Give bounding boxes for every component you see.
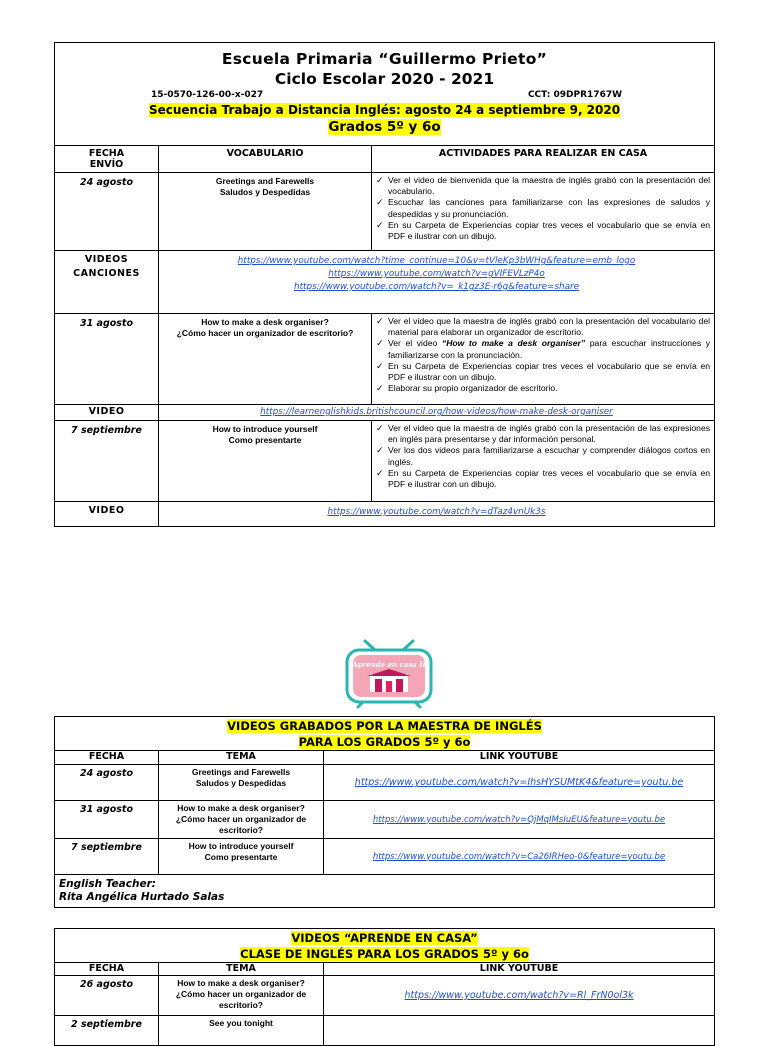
document-header xyxy=(55,43,715,146)
activity-item: ✓ En su Carpeta de Experiencias copiar tres veces el vocabulario que se envía en PDF e ilustrar con un dibujo. xyxy=(374,468,710,490)
row-tema: How to make a desk organiser? ¿Cómo hacer un organizador de escritorio? xyxy=(159,801,324,839)
row-vocabulary: How to introduce yourself Como presentarte xyxy=(159,421,372,502)
teacher-name: Rita Angélica Hurtado Salas xyxy=(59,891,225,903)
row-date: 31 agosto xyxy=(55,801,159,839)
table-row xyxy=(55,839,715,875)
table-row xyxy=(55,976,715,1016)
table-row xyxy=(55,502,715,527)
row-activities xyxy=(372,421,715,502)
col-header-link: LINK YOUTUBE xyxy=(324,751,715,765)
label-videos-canciones: VIDEOS CANCIONES xyxy=(55,251,159,314)
introduce-yourself-link[interactable]: https://www.youtube.com/watch?v=dTaz4vnUk3s xyxy=(327,507,546,517)
row-link xyxy=(324,1016,715,1046)
row-activities xyxy=(372,173,715,251)
row-date: 7 septiembre xyxy=(55,421,159,502)
row-date: 7 septiembre xyxy=(55,839,159,875)
label-video: VIDEO xyxy=(55,405,159,421)
table-row xyxy=(55,251,715,314)
row-date: 24 agosto xyxy=(55,765,159,801)
grades-title: Grados 5º y 6o xyxy=(328,119,441,135)
activity-item: ✓ Escuchar las canciones para familiarizarse con las expresiones de saludos y despedidas y su pronunciación. xyxy=(374,197,710,219)
intro-link-cell xyxy=(159,502,715,527)
activity-item: ✓ Ver el video de bienvenida que la maestra de inglés grabó con la presentación del vocabulario. xyxy=(374,175,710,197)
col-header-tema: TEMA xyxy=(159,751,324,765)
school-name: Escuela Primaria “Guillermo Prieto” xyxy=(221,50,548,68)
school-cycle: Ciclo Escolar 2020 - 2021 xyxy=(274,70,495,88)
desk-link-cell xyxy=(159,405,715,421)
activity-item: ✓ En su Carpeta de Experiencias copiar tres veces el vocabulario que se envía en PDF e ilustrar con un dibujo. xyxy=(374,361,710,383)
youtube-link[interactable]: https://www.youtube.com/watch?v=IhsHYSUMtK4&feature=youtu.be xyxy=(354,777,684,788)
teacher-videos-table xyxy=(54,716,715,908)
col-header-actividades: ACTIVIDADES PARA REALIZAR EN CASA xyxy=(372,146,715,173)
activity-item: ✓ Ver los dos videos para familiarizarse a escuchar y comprender diálogos cortos en inglés. xyxy=(374,445,710,467)
row-link xyxy=(324,839,715,875)
row-date: 2 septiembre xyxy=(55,1016,159,1046)
row-vocabulary: Greetings and Farewells Saludos y Despedidas xyxy=(159,173,372,251)
row-vocabulary: How to make a desk organiser? ¿Cómo hacer un organizador de escritorio? xyxy=(159,314,372,405)
table-row xyxy=(55,801,715,839)
table-row xyxy=(55,314,715,405)
school-ids xyxy=(59,89,710,101)
row-tema: How to introduce yourself Como presentarte xyxy=(159,839,324,875)
schedule-table xyxy=(54,42,715,527)
col-header-fecha: FECHA xyxy=(55,963,159,976)
school-code: 15-0570-126-00-x-027 xyxy=(151,90,264,100)
activity-item: ✓ En su Carpeta de Experiencias copiar tres veces el vocabulario que se envía en PDF e ilustrar con un dibujo. xyxy=(374,220,710,242)
logo-text: Aprende en casa II xyxy=(352,660,426,669)
sequence-title: Secuencia Trabajo a Distancia Inglés: agosto 24 a septiembre 9, 2020 xyxy=(148,103,621,117)
row-activities xyxy=(372,314,715,405)
song-link[interactable]: https://www.youtube.com/watch?time_continue=10&v=tVleKp3bWHg&feature=emb_logo xyxy=(237,256,636,266)
video-title: “How to make a desk organiser” xyxy=(441,338,586,349)
activity-item: ✓ Ver el video que la maestra de inglés grabó con la presentación del vocabulario del material para elaborar un organizador de escritorio. xyxy=(374,316,710,338)
row-date: 31 agosto xyxy=(55,314,159,405)
row-tema: How to make a desk organiser? ¿Cómo hacer un organizador de escritorio? xyxy=(159,976,324,1016)
row-date: 24 agosto xyxy=(55,173,159,251)
row-tema: See you tonight xyxy=(159,1016,324,1046)
row-date: 26 agosto xyxy=(55,976,159,1016)
col-header-fecha: FECHA ENVÍO xyxy=(55,146,159,173)
label-video: VIDEO xyxy=(55,502,159,527)
teacher-signature xyxy=(55,875,715,908)
row-link xyxy=(324,976,715,1016)
activity-item: ✓ Ver el video que la maestra de inglés grabó con la presentación de las expresiones en inglés para presentarse y dar información personal. xyxy=(374,423,710,445)
col-header-tema: TEMA xyxy=(159,963,324,976)
table-row xyxy=(55,173,715,251)
song-link[interactable]: https://www.youtube.com/watch?v=gVIFEVLzP4o xyxy=(328,269,545,279)
row-link xyxy=(324,765,715,801)
activity-item: ✓ Ver el video “How to make a desk organiser” para escuchar instrucciones y familiarizarse con la pronunciación. xyxy=(374,338,710,360)
school-cct: CCT: 09DPR1767W xyxy=(527,90,623,100)
row-link xyxy=(324,801,715,839)
col-header-vocabulario: VOCABULARIO xyxy=(159,146,372,173)
activity-item: ✓ Elaborar su propio organizador de escritorio. xyxy=(374,383,710,394)
youtube-link[interactable]: https://www.youtube.com/watch?v=QjMqIMsIuEU&feature=youtu.be xyxy=(372,814,666,825)
aprende-en-casa-title: VIDEOS “APRENDE EN CASA” CLASE DE INGLÉS PARA LOS GRADOS 5º y 6o xyxy=(55,929,715,963)
aprende-en-casa-logo xyxy=(345,640,433,708)
table-row xyxy=(55,1016,715,1046)
teacher-label: English Teacher: xyxy=(59,878,156,890)
song-link[interactable]: https://www.youtube.com/watch?v=_k1gz3E-r6g&feature=share xyxy=(294,282,579,292)
song-links xyxy=(159,251,715,314)
table-row xyxy=(55,405,715,421)
table-row xyxy=(55,421,715,502)
teacher-videos-title: VIDEOS GRABADOS POR LA MAESTRA DE INGLÉS PARA LOS GRADOS 5º y 6o xyxy=(55,717,715,751)
col-header-fecha: FECHA xyxy=(55,751,159,765)
desk-organiser-link[interactable]: https://learnenglishkids.britishcouncil.org/how-videos/how-make-desk-organiser xyxy=(260,407,613,417)
aprende-en-casa-table xyxy=(54,928,715,1046)
col-header-link: LINK YOUTUBE xyxy=(324,963,715,976)
row-tema: Greetings and Farewells Saludos y Despedidas xyxy=(159,765,324,801)
youtube-link[interactable]: https://www.youtube.com/watch?v=Rl_FrN0ol3k xyxy=(404,990,634,1001)
table-row xyxy=(55,765,715,801)
youtube-link[interactable]: https://www.youtube.com/watch?v=Ca26IRHeo-0&feature=youtu.be xyxy=(372,851,666,862)
